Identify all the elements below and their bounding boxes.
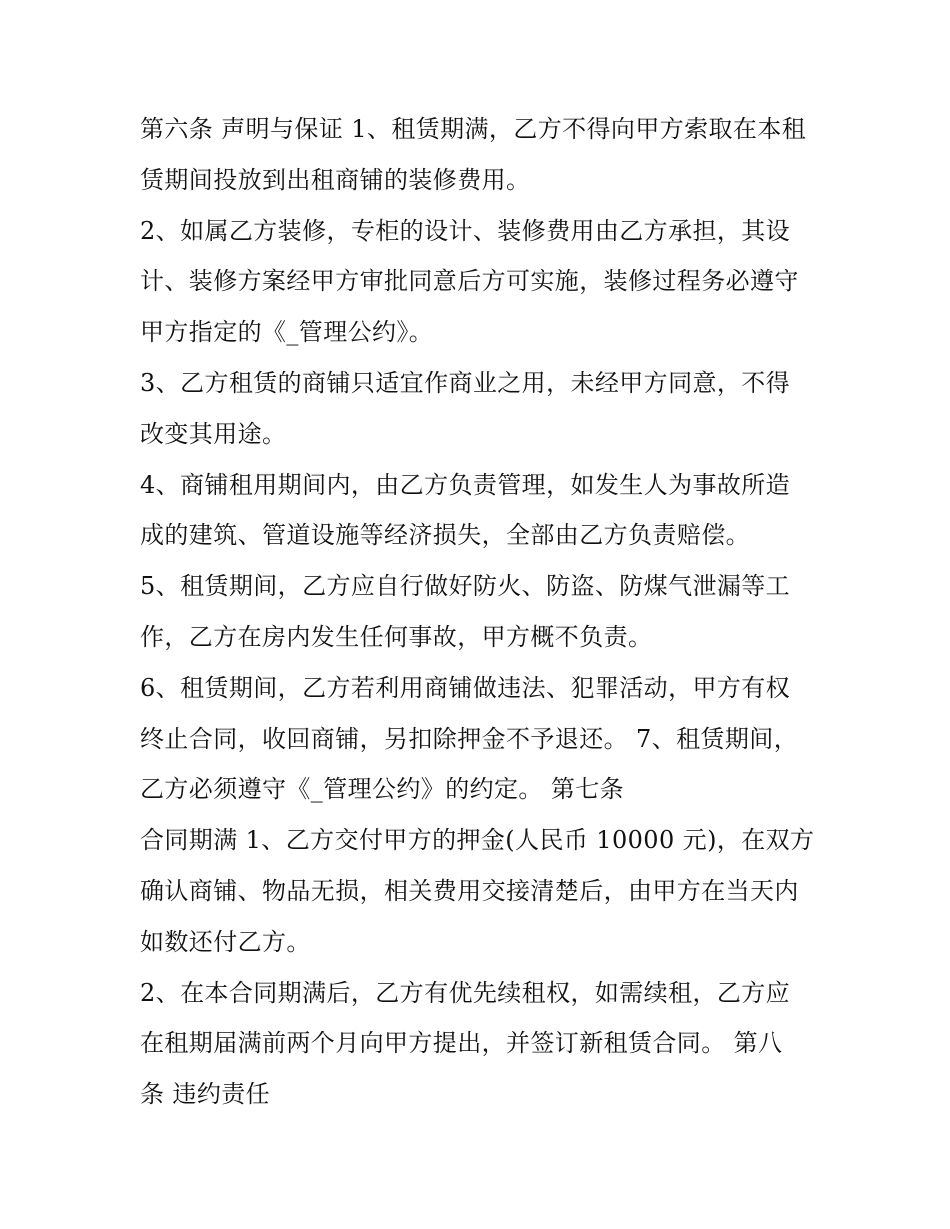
text-line: 第六条 声明与保证 1、租赁期满，乙方不得向甲方索取在本租	[140, 115, 807, 143]
text-line: 3、乙方租赁的商铺只适宜作商业之用，未经甲方同意，不得	[140, 368, 791, 397]
text-line: 合同期满 1、乙方交付甲方的押金(人民币 10000 元)，在双方	[140, 826, 815, 855]
text-line: 条 违约责任	[140, 1080, 271, 1109]
text-line: 甲方指定的《_管理公约》。	[140, 318, 434, 347]
text-line: 计、装修方案经甲方审批同意后方可实施，装修过程务必遵守	[140, 267, 799, 296]
text-line: 2、在本合同期满后，乙方有优先续租权，如需续租，乙方应	[140, 978, 791, 1007]
text-line: 改变其用途。	[140, 419, 287, 448]
text-line: 成的建筑、管道设施等经济损失，全部由乙方负责赔偿。	[140, 521, 750, 550]
text-line: 赁期间投放到出租商铺的装修费用。	[140, 165, 531, 194]
text-line: 终止合同，收回商铺，另扣除押金不予退还。 7、租赁期间，	[140, 724, 799, 753]
text-line: 乙方必须遵守《_管理公约》的约定。 第七条	[140, 775, 625, 804]
text-line: 作，乙方在房内发生任何事故，甲方概不负责。	[140, 622, 653, 651]
text-line: 4、商铺租用期间内，由乙方负责管理，如发生人为事故所造	[140, 470, 791, 499]
text-line: 2、如属乙方装修，专柜的设计、装修费用由乙方承担，其设	[140, 216, 791, 245]
text-line: 确认商铺、物品无损，相关费用交接清楚后，由甲方在当天内	[140, 876, 799, 905]
text-line: 5、租赁期间，乙方应自行做好防火、防盗、防煤气泄漏等工	[140, 572, 791, 601]
text-line: 在租期届满前两个月向甲方提出，并签订新租赁合同。 第八	[140, 1029, 783, 1058]
text-line: 6、租赁期间，乙方若利用商铺做违法、犯罪活动，甲方有权	[140, 673, 791, 702]
text-line: 如数还付乙方。	[140, 927, 311, 956]
contract-text-body	[140, 104, 820, 1120]
